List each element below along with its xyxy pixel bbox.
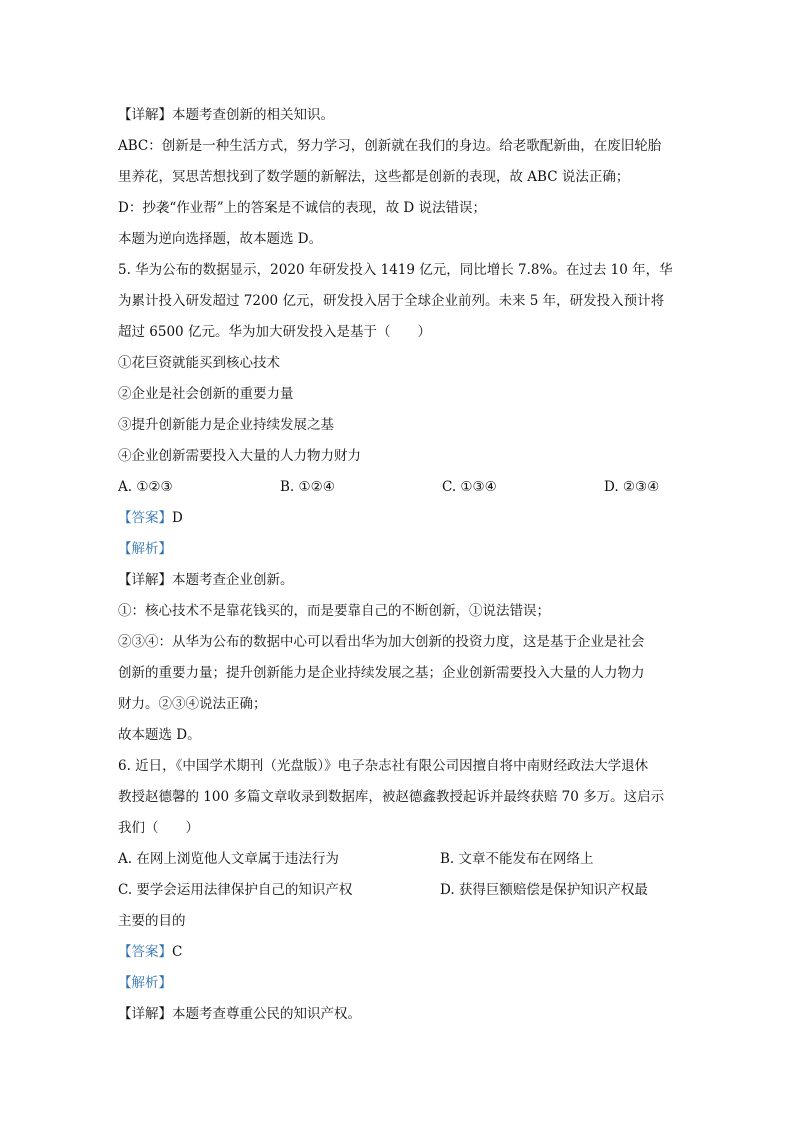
question-5-option-a: A. ①②③ [118,479,173,495]
question-6-option-a: A. 在网上浏览他人文章属于违法行为 [118,851,339,867]
question-5-stem: 为累计投入研发超过 7200 亿元，研发投入居于全球企业前列。未来 5 年，研发投入预计将 [118,293,665,309]
question-5-statement-1: ①花巨资就能买到核心技术 [118,355,280,371]
question-6-option-d: D. 获得巨额赔偿是保护知识产权最 [440,882,648,898]
answer-value: C [172,944,183,960]
question-6-stem: 我们（ ） [118,820,199,836]
answer-5 [118,503,678,534]
detail-text: ②③④：从华为公布的数据中心可以看出华为加大创新的投资力度，这是基于企业是社会 [118,634,645,650]
question-5-statement-4: ④企业创新需要投入大量的人力物力财力 [118,448,361,464]
detail-text: ①：核心技术不是靠花钱买的，而是要靠自己的不断创新，①说法错误； [118,603,550,619]
question-6-stem: 教授赵德馨的 100 多篇文章收录到数据库，被赵德鑫教授起诉并最终获赔 70 多万。这启示 [118,789,665,805]
analysis-label-6: 【解析】 [118,975,172,991]
detail-heading-q6: 【详解】本题考查尊重公民的知识产权。 [118,1006,361,1022]
detail-text: 本题为逆向选择题，故本题选 D。 [118,231,323,247]
detail-text: 里养花，冥思苦想找到了数学题的新解法，这些都是创新的表现，故 ABC 说法正确； [118,169,630,185]
question-5-option-b: B. ①②④ [280,479,335,495]
answer-label: 【答案】 [118,510,172,526]
question-6-options-row-1 [118,844,678,875]
page-content [118,100,678,1030]
detail-text: ABC：创新是一种生活方式，努力学习，创新就在我们的身边。给老歌配新曲，在废旧轮胎 [118,138,662,154]
detail-text: 财力。②③④说法正确； [118,696,267,712]
question-5-statement-3: ③提升创新能力是企业持续发展之基 [118,417,334,433]
answer-label: 【答案】 [118,944,172,960]
detail-heading-q5: 【详解】本题考查企业创新。 [118,572,294,588]
detail-text: 故本题选 D。 [118,727,201,743]
question-6-stem: 6. 近日，《中国学术期刊（光盘版）》电子杂志社有限公司因擅自将中南财经政法大学退休 [118,758,649,774]
question-6-options-row-2 [118,875,678,906]
analysis-label-5: 【解析】 [118,541,172,557]
question-5-stem: 5. 华为公布的数据显示，2020 年研发投入 1419 亿元，同比增长 7.8%。在过去 10 年，华 [118,262,673,278]
answer-6 [118,937,678,968]
question-5-option-d: D. ②③④ [604,479,660,495]
question-6-option-d-continued: 主要的目的 [118,913,186,929]
question-5-stem: 超过 6500 亿元。华为加大研发投入是基于（ ） [118,324,431,340]
answer-value: D [172,510,183,526]
detail-heading-q4: 【详解】本题考查创新的相关知识。 [118,107,334,123]
detail-text: 创新的重要力量；提升创新能力是企业持续发展之基；企业创新需要投入大量的人力物力 [118,665,645,681]
question-6-option-b: B. 文章不能发布在网络上 [440,851,594,867]
detail-text: D：抄袭“作业帮”上的答案是不诚信的表现，故 D 说法错误； [118,200,487,216]
question-5-statement-2: ②企业是社会创新的重要力量 [118,386,294,402]
question-5-option-c: C. ①③④ [442,479,497,495]
question-6-option-c: C. 要学会运用法律保护自己的知识产权 [118,882,353,898]
question-5-options [118,472,678,503]
